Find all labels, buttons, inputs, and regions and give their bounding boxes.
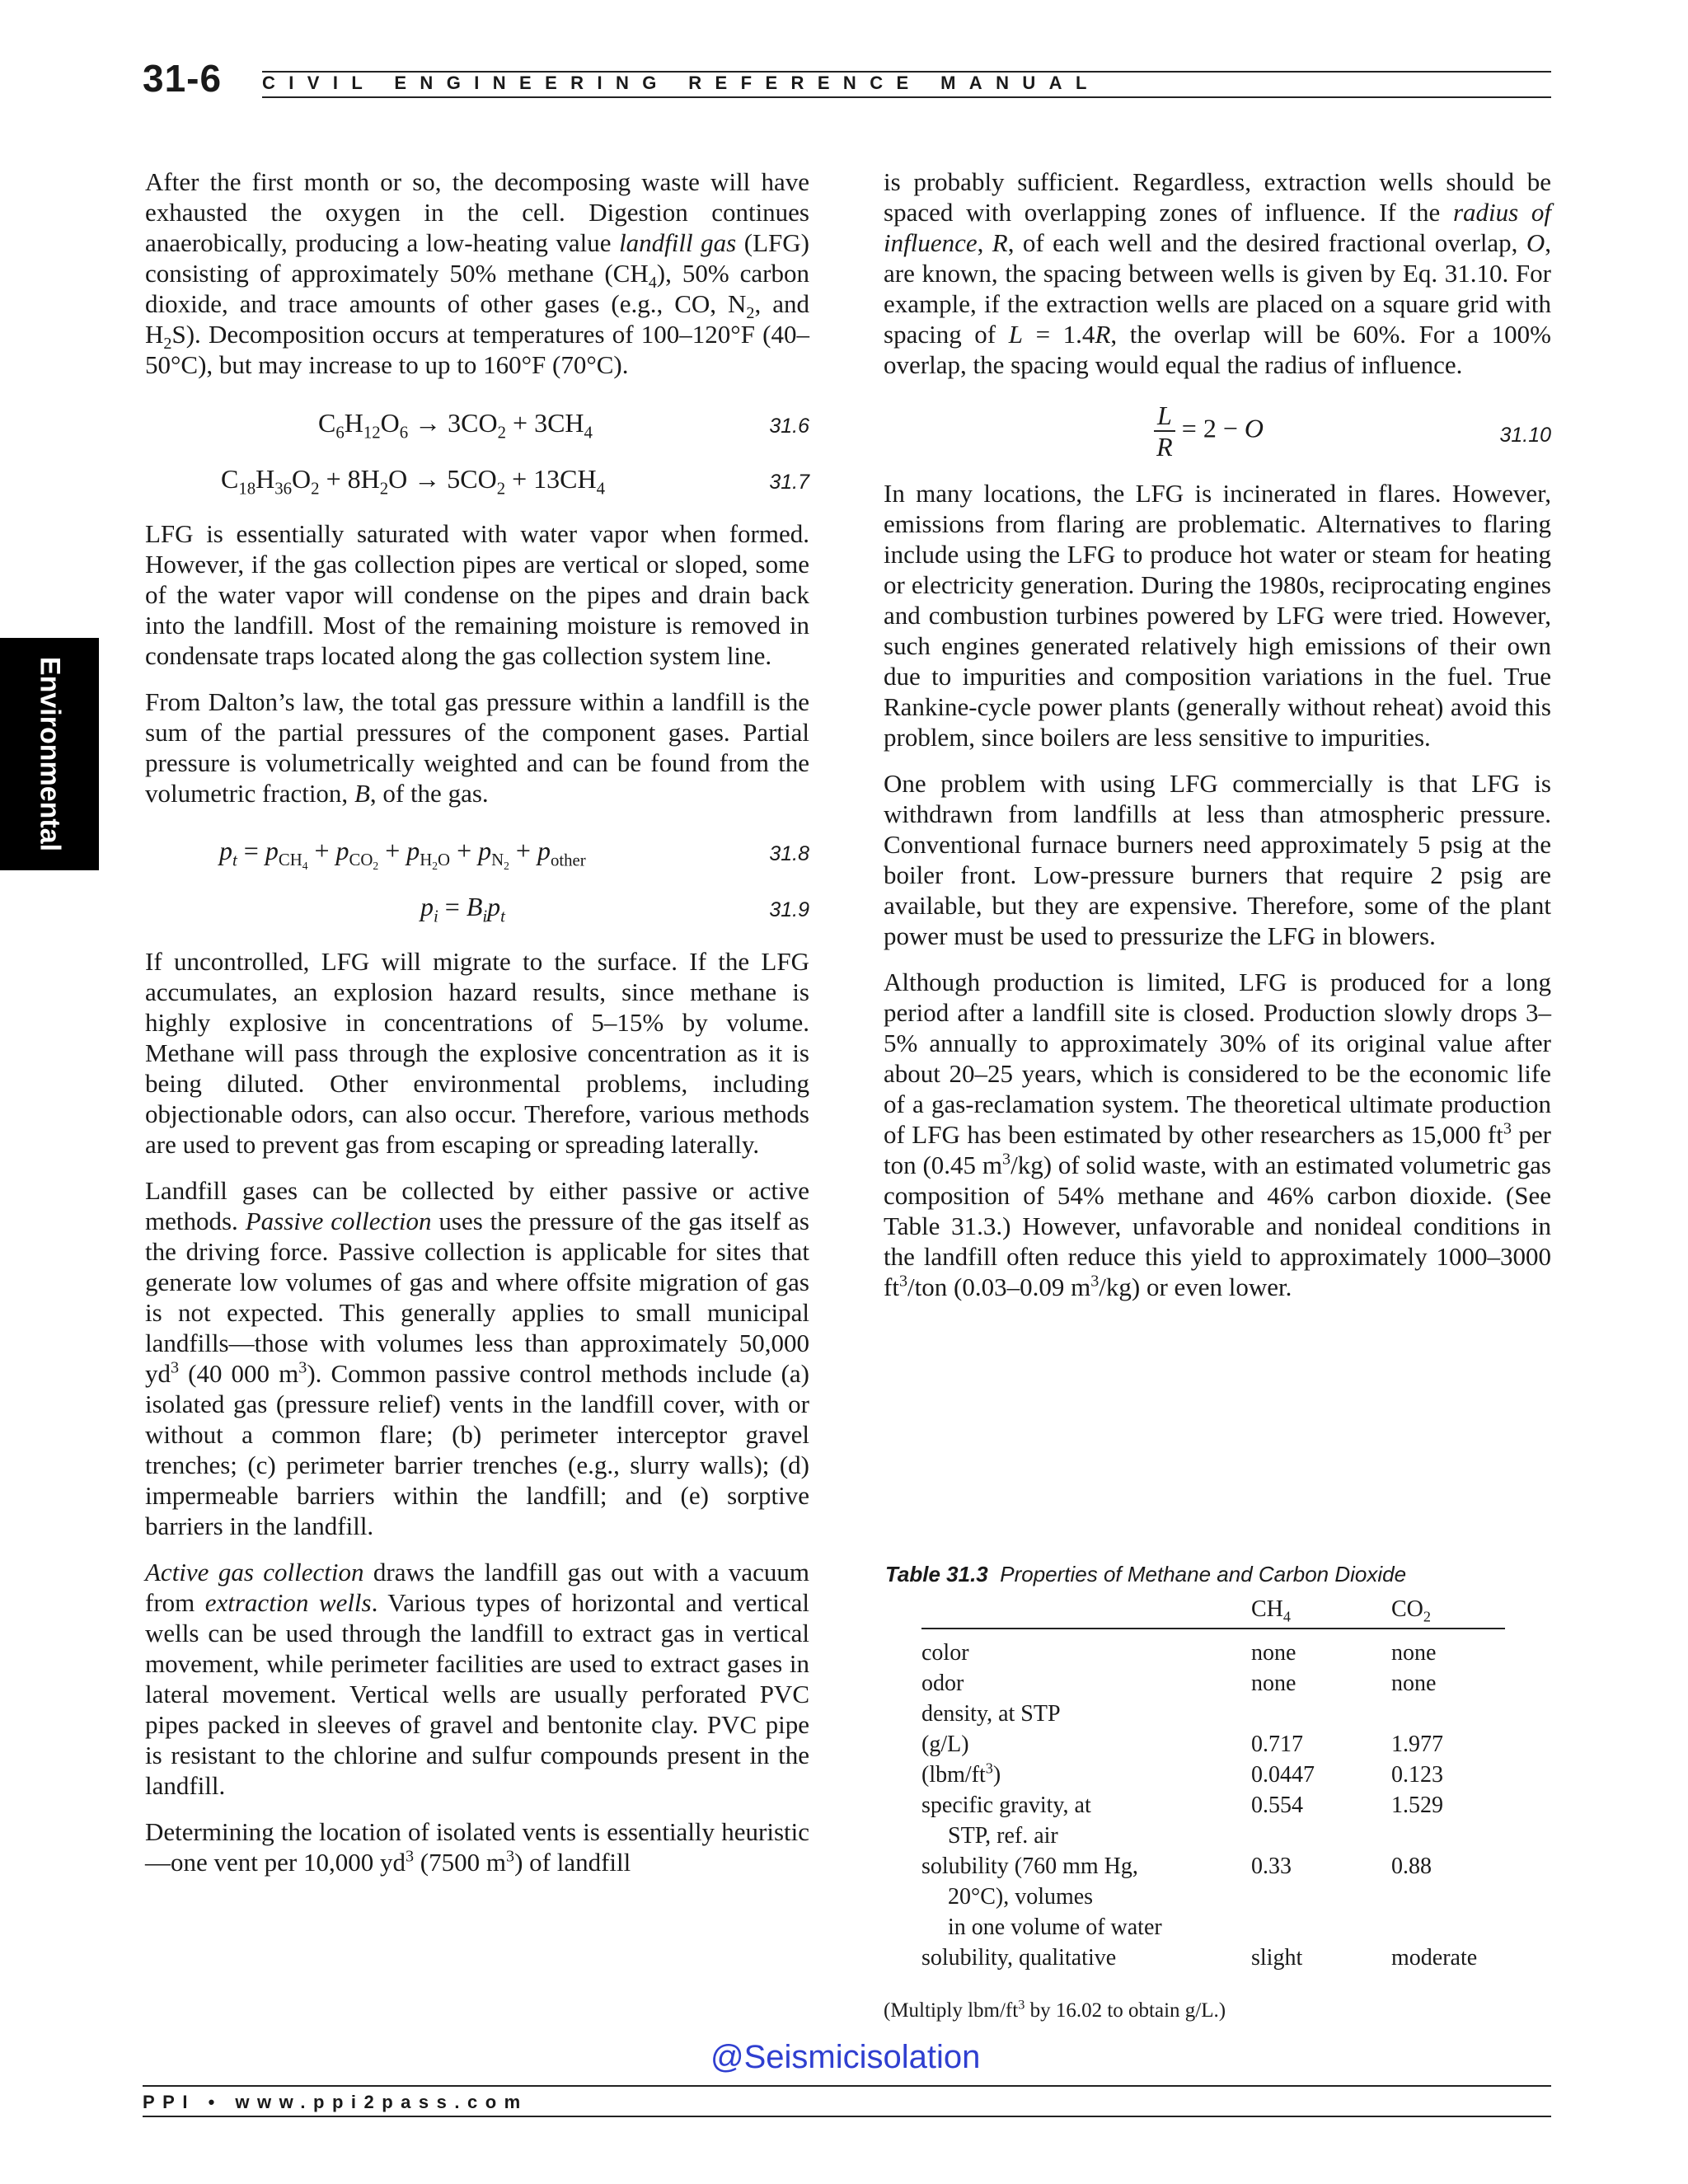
- header-rule-bottom: [262, 96, 1551, 98]
- ch4-cell: [1251, 1699, 1391, 1729]
- watermark: @Seismicisolation: [710, 2039, 981, 2075]
- equation-number: 31.10: [1499, 424, 1551, 447]
- ch4-cell: 0.554: [1251, 1793, 1303, 1818]
- right-column: [884, 166, 1551, 1318]
- header-rule-top: [262, 71, 1551, 73]
- column-header-co2: $CO_2$: [1391, 1594, 1505, 1629]
- equation-31-10: $\frac{L}{R}$ = 2 − O 31.10: [884, 396, 1551, 473]
- equation-number: 31.6: [769, 415, 809, 438]
- property-cell: specific gravity, at STP, ref. air: [921, 1793, 1091, 1849]
- co2-cell: none: [1391, 1671, 1437, 1696]
- property-cell: odor: [921, 1671, 964, 1696]
- paragraph: After the first month or so, the decomposing waste will have exhausted the oxygen in the cell. Digestion continues anaerobically, producing a low-heating value landfill gas (LFG) consisting of approximately 50% methane $(CH_4)$, 50% carbon dioxide, and trace amounts of other gases (e.g., CO, $N_2$, and $H_2S$). Decomposition occurs at temperatures of 100–120°F (40–50°C), but may increase to up to 160°F (70°C).: [145, 167, 809, 379]
- co2-cell: none: [1391, 1640, 1437, 1666]
- ch4-cell: none: [1251, 1640, 1296, 1666]
- table-row: [921, 1943, 1505, 1973]
- paragraph: One problem with using LFG commercially is that LFG is withdrawn from landfills at less than atmospheric pressure. Conventional furnace burners need approximately 5 psig at the boiler front. Low-pressure burners that require 2 psig are available, but they are expensive. Therefore, some of the plant power must be used to pressurize the LFG in blowers.: [884, 769, 1551, 950]
- paragraph: LFG is essentially saturated with water vapor when formed. However, if the gas collection pipes are vertical or sloped, some of the water vapor will condense on the pipes and drain back into the landfill. Most of the remaining moisture is removed in condensate traps located along the gas collection system line.: [145, 519, 809, 670]
- paragraph: If uncontrolled, LFG will migrate to the surface. If the LFG accumulates, an explosion hazard results, since methane is highly explosive in concentrations of 5–15% by volume. Methane will pass through the explosive concentration as it is being diluted. Other environmental problems, including objectionable odors, can also occur. Therefore, various methods are used to prevent gas from escaping or spreading laterally.: [145, 947, 809, 1159]
- paragraph: is probably sufficient. Regardless, extraction wells should be spaced with overlapping zones of influence. If the radius of influence, R, of each well and the desired fractional overlap, O, are known, the spacing between wells is given by Eq. 31.10. For example, if the extraction wells are placed on a square grid with spacing of L = 1.4R, the overlap will be 60%. For a 100% overlap, the spacing would equal the radius of influence.: [884, 167, 1552, 379]
- property-cell: density, at STP: [921, 1701, 1061, 1727]
- footer-publisher: PPI • www.ppi2pass.com: [143, 2092, 528, 2112]
- table-row: [921, 1629, 1505, 1668]
- paragraph: Although production is limited, LFG is produced for a long period after a landfill site is closed. Production slowly drops 3–5% annually to approximately 30% of its original value after about 20–25 years, which is considered to be the economic life of a gas-reclamation system. The theoretical ultimate production of LFG has been estimated by other researchers as 15,000 $ft^3$ per ton (0.45 $m^3/kg$) of solid waste, with an estimated volumetric gas composition of 54% methane and 46% carbon dioxide. (See Table 31.3.) However, unfavorable and nonideal conditions in the landfill often reduce this yield to approximately 1000–3000 $ft^3$/ton (0.03–0.09 $m^3/kg$) or even lower.: [884, 968, 1551, 1301]
- co2-cell: 1.977: [1391, 1732, 1443, 1757]
- equation-31-8: $p_t = p_{CH_4} + p_{CO_2} + p_{H_2O} + p_{N_2} + p_{other}$ 31.8: [219, 836, 809, 873]
- paragraph: Determining the location of isolated vents is essentially heuristic—one vent per 10,000 $yd^3$ (7500 $m^3$) of landfill: [145, 1817, 809, 1877]
- equation-31-7: $C_{18}H_{36}O_2 + 8H_2O \to 5CO_2 + 13CH_4$ 31.7: [221, 464, 809, 499]
- column-header-ch4: $CH_4$: [1251, 1594, 1391, 1629]
- table-row: [921, 1729, 1505, 1760]
- table-note: (Multiply lbm/$ft^3$ by 16.02 to obtain g/L.): [884, 1997, 1226, 2022]
- ch4-cell: none: [1251, 1671, 1296, 1696]
- co2-cell: moderate: [1391, 1945, 1478, 1971]
- manual-title: CIVIL ENGINEERING REFERENCE MANUAL: [262, 73, 1100, 93]
- ch4-cell: 0.717: [1251, 1732, 1303, 1757]
- equation-number: 31.7: [769, 471, 809, 494]
- equation-31-9: $p_i = B_ip_t$ 31.9: [420, 892, 809, 926]
- property-cell: color: [921, 1640, 969, 1666]
- ch4-cell: 0.33: [1251, 1854, 1292, 1879]
- co2-cell: 0.123: [1391, 1762, 1443, 1788]
- table-title: Properties of Methane and Carbon Dioxide: [1000, 1562, 1407, 1586]
- co2-cell: 0.88: [1391, 1854, 1432, 1879]
- equation-31-6: $C_6H_{12}O_6 \to 3CO_2 + 3CH_4$ 31.6: [318, 408, 809, 443]
- table-row: [921, 1699, 1505, 1729]
- table-label: Table 31.3: [885, 1562, 988, 1586]
- paragraph: From Dalton’s law, the total gas pressure within a landfill is the sum of the partial pressures of the component gases. Partial pressure is volumetrically weighted and can be found from the volumetric fraction, B, of the gas.: [145, 687, 809, 808]
- section-side-tab: [0, 638, 99, 870]
- property-cell: solubility (760 mm Hg, 20°C), volumes in one volume of water: [921, 1854, 1162, 1940]
- table-header-row: [921, 1594, 1505, 1629]
- paragraph: In many locations, the LFG is incinerated in flares. However, emissions from flaring are problematic. Alternatives to flaring include using the LFG to produce hot water or steam for heating or electricity generation. During the 1980s, reciprocating engines and combustion turbines powered by LFG were tried. However, such engines generated relatively high emissions of their own due to impurities and composition variations in the fuel. True Rankine-cycle power plants (generally without reheat) avoid this problem, since boilers are less sensitive to impurities.: [884, 479, 1551, 752]
- page-number: 31-6: [143, 57, 223, 100]
- footer-rule-top: [143, 2085, 1551, 2087]
- properties-table: [921, 1594, 1505, 1973]
- co2-cell: 1.529: [1391, 1793, 1443, 1818]
- property-cell: (g/L): [921, 1732, 969, 1757]
- table-row: [921, 1790, 1505, 1851]
- ch4-cell: 0.0447: [1251, 1762, 1315, 1788]
- table-row: [921, 1851, 1505, 1943]
- left-column: [145, 166, 809, 1893]
- footer-rule-bottom: [143, 2116, 1551, 2117]
- paragraph: Landfill gases can be collected by either passive or active methods. Passive collection uses the pressure of the gas itself as the driving force. Passive collection is applicable for sites that generate low volumes of gas and where offsite migration of gas is not expected. This generally applies to small municipal landfills—those with volumes less than approximately 50,000 $yd^3$ (40 000 $m^3$). Common passive control methods include (a) isolated gas (pressure relief) vents in the landfill cover, with or without a common flare; (b) perimeter interceptor gravel trenches; (c) perimeter barrier trenches (e.g., slurry walls); (d) impermeable barriers within the landfill; and (e) sorptive barriers in the landfill.: [145, 1176, 809, 1540]
- co2-cell: [1391, 1699, 1505, 1729]
- ch4-cell: slight: [1251, 1945, 1303, 1971]
- equation-number: 31.8: [769, 842, 809, 865]
- side-tab-label: Environmental: [34, 656, 66, 852]
- table-caption: [885, 1562, 1406, 1587]
- paragraph: Active gas collection draws the landfill gas out with a vacuum from extraction wells. Various types of horizontal and vertical wells can be used through the landfill to extract gas in vertical movement, while perimeter facilities are used to extract gases in lateral movement. Vertical wells are usually perforated PVC pipes packed in sleeves of gravel and bentonite clay. PVC pipe is resistant to the chlorine and sulfur compounds present in the landfill.: [145, 1558, 809, 1800]
- equation-number: 31.9: [769, 898, 809, 921]
- table-row: [921, 1668, 1505, 1699]
- table-row: [921, 1760, 1505, 1790]
- property-cell: solubility, qualitative: [921, 1945, 1117, 1971]
- property-cell: $(lbm/ft^3)$: [921, 1760, 1001, 1788]
